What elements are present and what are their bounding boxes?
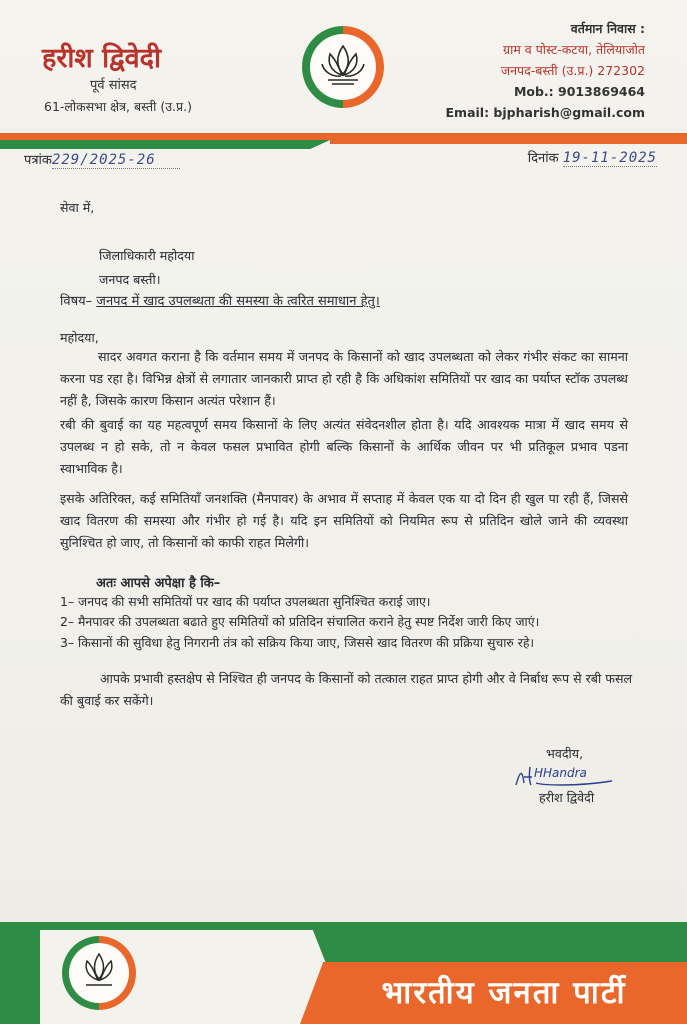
svg-text:HHandra: HHandra	[534, 766, 587, 780]
date-label: दिनांक	[527, 151, 559, 166]
body-paragraph-3: इसके अतिरिक्त, कई समितियाँ जनशक्ति (मैनपावर) के अभाव में सप्ताह में केवल एक या दो दिन ही खुल पा रही हैं, जिससे खाद वितरण की समस्या और गंभीर हो गई है। यदि इन समितियों को नियमित रूप से प्रतिदिन खोले जाने की व्यवस्था सुनिश्चित हो जाए, तो किसानों को काफी राहत मिलेगी।	[60, 491, 628, 550]
reference-value: 229/2025-26	[51, 152, 156, 168]
footer-lotus-logo-icon	[60, 934, 138, 1012]
body-paragraph-1: सादर अवगत कराना है कि वर्तमान समय में जनपद के किसानों को खाद उपलब्धता को लेकर गंभीर संकट का सामना करना पड रहा है। विभिन्न क्षेत्रों से लगातार जानकारी प्राप्त हो रही है कि अधिकांश समितियों पर खाद का पर्याप्त स्टॉक उपलब्ध नहीं है, जिसके कारण किसान अत्यंत परेशान हैं।	[60, 349, 628, 408]
reference-label: पत्रांक	[24, 153, 52, 168]
body-paragraph-4: आपके प्रभावी हस्तक्षेप से निश्चित ही जनपद के किसानों को तत्काल राहत प्राप्त होगी और वे निर्बाध रूप से रबी फसल की बुवाई कर सकेंगे।	[60, 671, 632, 708]
body-paragraph-2: रबी की बुवाई का यह महत्वपूर्ण समय किसानों के लिए अत्यंत संवेदनशील होता है। यदि आवश्यक मात्रा में खाद समय से उपलब्ध न हो सके, तो न केवल फसल प्रभावित होगी बल्कि किसानों के आर्थिक जीवन पर भी प्रतिकूल प्रभाव पडना स्वाभाविक है।	[60, 417, 628, 476]
mobile-number: Mob.: 9013869464	[513, 84, 645, 99]
recipient-line-2: जनपद बस्ती।	[99, 272, 161, 287]
recipient-line-1: जिलाधिकारी महोदया	[99, 248, 195, 263]
header-band-saffron-lower	[330, 140, 687, 144]
request-item: 3– किसानों की सुविधा हेतु निगरानी तंत्र को सक्रिय किया जाए, जिससे खाद वितरण की प्रक्रिया सुचारु रहे।	[60, 635, 535, 650]
letter-date	[528, 148, 657, 167]
sender-constituency: 61-लोकसभा क्षेत्र, बस्ती (उ.प्र.)	[44, 99, 192, 114]
greeting: महोदया,	[60, 330, 99, 345]
reference-number	[24, 150, 180, 169]
address-line-1: ग्राम व पोस्ट-कटया, तेलियाजोत	[503, 42, 645, 57]
subject-label: विषय–	[60, 294, 93, 309]
bjp-lotus-logo-icon	[300, 24, 386, 110]
request-item: 2– मैनपावर की उपलब्धता बढाते हुए समितियों को प्रतिदिन संचालित कराने हेतु स्पष्ट निर्देश जारी किए जाएं।	[60, 614, 540, 629]
subject-text: जनपद में खाद उपलब्धता की समस्या के त्वरित समाधान हेतु।	[96, 294, 380, 309]
sender-designation: पूर्व सांसद	[90, 78, 137, 93]
sender-address-block	[446, 18, 645, 123]
header-band-saffron	[0, 133, 687, 140]
address-line-2: जनपद-बस्ती (उ.प्र.) 272302	[500, 63, 645, 78]
sender-name: हरीश द्विवेदी	[42, 43, 161, 74]
header-band-green	[0, 140, 330, 149]
salutation-to: सेवा में,	[60, 200, 95, 215]
email-address: Email: bjpharish@gmail.com	[445, 105, 645, 120]
party-name: भारतीय जनता पार्टी	[381, 975, 627, 1011]
request-item: 1– जनपद की सभी समितियों पर खाद की पर्याप्त उपलब्धता सुनिश्चित कराई जाए।	[60, 594, 431, 609]
closing: भवदीय,	[546, 746, 584, 761]
address-heading: वर्तमान निवास :	[570, 21, 645, 36]
signatory-name: हरीश द्विवेदी	[539, 790, 595, 805]
subject-line	[60, 290, 380, 314]
request-heading: अतः आपसे अपेक्षा है कि–	[96, 576, 221, 591]
date-value: 19-11-2025	[562, 150, 657, 166]
